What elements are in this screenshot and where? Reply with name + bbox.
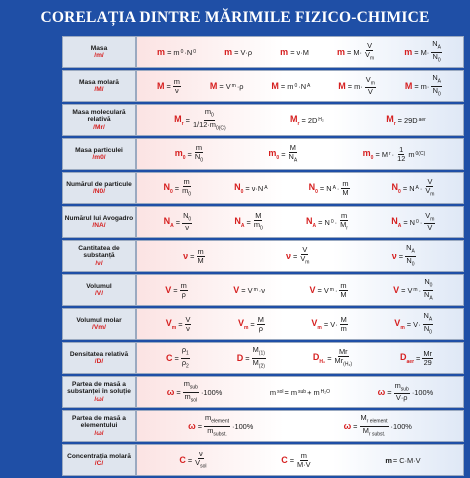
formula: m = m 0 ·N 0 (157, 47, 196, 58)
formula: $N_0$ = ν·N A (234, 181, 268, 195)
formula-table (62, 36, 464, 478)
formula-cell (136, 138, 464, 170)
label-symbol: /N0/ (92, 188, 106, 196)
formula-cell (136, 206, 464, 238)
formula: $D_{H_2}$ = Mr $Mr_{(H_2)}$ (312, 346, 353, 368)
table-row (62, 172, 464, 204)
formula: C = m M·V (281, 450, 311, 469)
label-text: Cantitatea de substanță (78, 244, 120, 260)
formula: V = m ρ (165, 280, 187, 299)
label-symbol: /Mr/ (93, 123, 105, 131)
row-label (62, 138, 136, 170)
table-row (62, 36, 464, 68)
row-label (62, 240, 136, 272)
formula: ω = $M_{r element}$ $M_{r subst.}$ ·100% (343, 413, 412, 437)
formula: $m_0$ = M $N_A$ (268, 142, 298, 164)
formula: m = M· V $V_m$ (336, 40, 375, 62)
formula: ω = $m_{element}$ $m_{subst.}$ ·100% (188, 413, 254, 437)
label-symbol: /D/ (94, 358, 104, 366)
formula: V = V m · $N_0$ $N_A$ (393, 277, 433, 302)
formula-cell (136, 36, 464, 68)
row-label (62, 172, 136, 204)
label-text: Concentrația molară (67, 452, 131, 460)
formula-cell (136, 376, 464, 408)
formula: D = $M_{(1)}$ $M_{(2)}$ (236, 345, 265, 370)
row-label (62, 36, 136, 68)
formula: $m_0$ = M r · 1 12 m 0(C) (362, 144, 426, 163)
formula-cell (136, 444, 464, 476)
label-text: Numărul de particule (66, 180, 132, 188)
formula: ν = m M (183, 246, 204, 265)
formula: $V_m$ = V ν (165, 314, 191, 333)
table-row (62, 104, 464, 136)
label-text: Masa molară (79, 78, 119, 86)
row-label (62, 410, 136, 442)
table-row (62, 138, 464, 170)
formula: V = V m · m M (309, 280, 347, 299)
formula-cell (136, 172, 464, 204)
label-symbol: /ω/ (94, 429, 104, 437)
formula: m = ν·M (280, 47, 309, 58)
formula: $M_r$ = $m_0$ $1/12\cdot m_{0(C)}$ (174, 107, 226, 132)
formula: $V_m$ = V· M m (311, 314, 347, 333)
formula: $M_r$ = 2D H₂ (290, 113, 324, 127)
row-label (62, 444, 136, 476)
label-symbol: /NA/ (92, 222, 106, 230)
formula: $N_A$ = M $m_0$ (234, 210, 263, 232)
formula-cell (136, 104, 464, 136)
label-text: Masa particulei (75, 146, 123, 154)
label-text: Numărul lui Avogadro (64, 214, 134, 222)
label-text: Partea de masă a elementului (72, 414, 126, 430)
label-text: Volumul (86, 282, 112, 290)
label-text: Partea de masă a substanței în soluție (67, 380, 131, 396)
formula: $M_r$ = 29D aer (386, 113, 426, 127)
formula: ν = V $V_m$ (286, 244, 310, 266)
formula: m sol = m sub + m H₂O (269, 387, 331, 397)
table-row (62, 376, 464, 408)
label-text: Densitatea relativă (69, 350, 129, 358)
label-symbol: /ν/ (95, 259, 103, 267)
row-label (62, 104, 136, 136)
table-row (62, 70, 464, 102)
formula: $V_m$ = V· $N_A$ $N_0$ (394, 311, 433, 336)
table-row (62, 342, 464, 374)
formula: M = m· $N_A$ $N_0$ (404, 73, 441, 98)
formula: C = ν $V_{sol}$ (179, 448, 207, 470)
formula: $N_A$ = $N_0$ ν (163, 210, 192, 233)
formula: $N_0$ = m $m_0$ (163, 176, 192, 198)
formula: ν = $N_A$ $N_0$ (391, 243, 415, 268)
table-row (62, 444, 464, 476)
label-symbol: /ω/ (94, 395, 104, 403)
formula: ω = $m_{sub}$ $m_{sol}$ ·100% (166, 379, 223, 403)
row-label (62, 308, 136, 340)
formula: $V_m$ = M ρ (237, 314, 264, 333)
row-label (62, 70, 136, 102)
label-text: Volumul molar (76, 316, 122, 324)
formula: M = V m ·ρ (209, 81, 244, 92)
table-row (62, 410, 464, 442)
table-row (62, 308, 464, 340)
formula: V = V m ·ν (233, 285, 265, 296)
poster-title: CORELAȚIA DINTRE MĂRIMILE FIZICO-CHIMICE (40, 9, 430, 26)
formula-cell (136, 240, 464, 272)
label-symbol: /V/ (94, 290, 104, 298)
formula: $D_{aer}$ = Mr 29 (400, 348, 432, 367)
formula: M = m 0 ·N A (271, 81, 311, 92)
formula: M = m ν (156, 76, 180, 95)
formula-cell (136, 342, 464, 374)
label-symbol: /m/ (94, 52, 104, 60)
formula: m = M· $N_A$ $N_0$ (404, 39, 441, 64)
formula: m = C·M·V (385, 455, 421, 465)
formula-cell (136, 410, 464, 442)
row-label (62, 274, 136, 306)
formula: $N_0$ = N A · m M (308, 178, 349, 197)
table-row (62, 206, 464, 238)
row-label (62, 206, 136, 238)
row-label (62, 342, 136, 374)
formula: $N_A$ = N 0 · m $M_r$ (306, 210, 348, 232)
formula: m = V·ρ (224, 47, 253, 58)
formula-cell (136, 274, 464, 306)
label-text: Masa moleculară relativă (72, 109, 126, 124)
label-symbol: /M/ (94, 86, 104, 94)
label-symbol: /Vm/ (92, 324, 106, 332)
table-row (62, 240, 464, 272)
formula: $N_0$ = N A · V $V_m$ (391, 176, 435, 198)
formula: $N_A$ = N 0 · $V_m$ V (391, 210, 435, 233)
table-row (62, 274, 464, 306)
formula-cell (136, 308, 464, 340)
formula: $m_0$ = m $N_0$ (174, 142, 203, 164)
label-symbol: /C/ (94, 460, 104, 467)
formula: C = $\rho_1$ $\rho_2$ (165, 345, 189, 370)
label-symbol: /m0/ (92, 154, 106, 162)
formula: M = m· $V_m$ V (338, 74, 375, 97)
formula: ω = $m_{sub}$ V·ρ ·100% (377, 380, 434, 403)
row-label (62, 376, 136, 408)
label-text: Masa (90, 44, 108, 52)
formula-cell (136, 70, 464, 102)
